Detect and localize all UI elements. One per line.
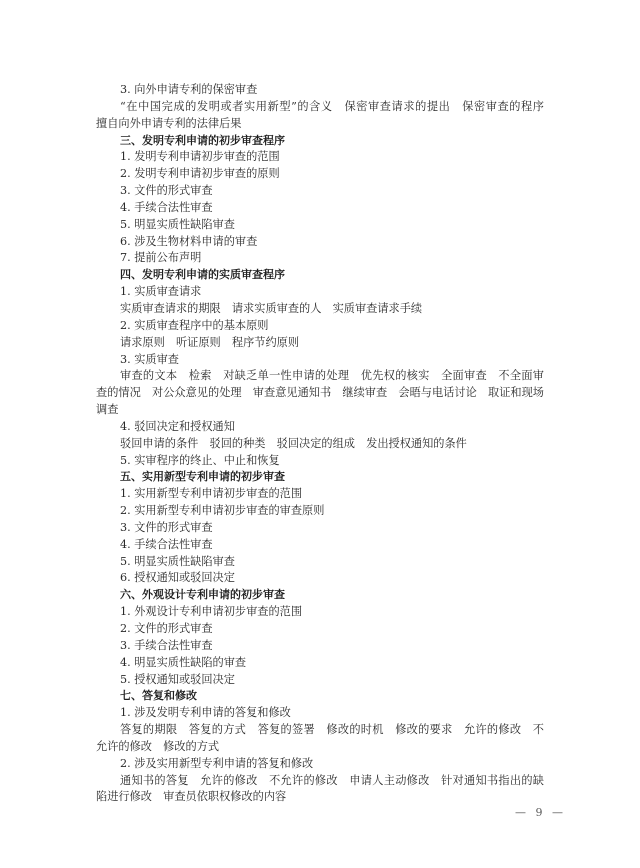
list-item: 2. 实质审查程序中的基本原则 — [120, 318, 269, 332]
list-item: 7. 提前公布声明 — [120, 251, 202, 265]
list-item: 5. 授权通知或驳回决定 — [120, 672, 235, 686]
paragraph: 审查的文本 检索 对缺乏单一性申请的处理 优先权的核实 全面审查 不全面审查的情况 对公众意见的处理 审查意见通知书 继续审查 会晤与电话讨论 取证和现场调查 — [96, 369, 544, 417]
paragraph: 答复的期限 答复的方式 答复的签署 修改的时机 修改的要求 允许的修改 不允许的修改 修改的方式 — [96, 723, 544, 753]
list-item: 1. 涉及发明专利申请的答复和修改 — [120, 706, 291, 720]
list-item: 3. 文件的形式审查 — [120, 520, 213, 534]
list-item: 3. 文件的形式审查 — [120, 184, 213, 198]
list-item: 2. 发明专利申请初步审查的原则 — [120, 167, 280, 181]
list-item: 4. 手续合法性审查 — [120, 200, 213, 214]
paragraph: 请求原则 听证原则 程序节约原则 — [120, 335, 300, 349]
list-item: 4. 手续合法性审查 — [120, 537, 213, 551]
list-item: 2. 实用新型专利申请初步审查的审查原则 — [120, 504, 325, 518]
list-item: 1. 实用新型专利申请初步审查的范围 — [120, 487, 303, 501]
section-heading: 六、外观设计专利申请的初步审查 — [120, 588, 285, 602]
list-item: 1. 实质审查请求 — [120, 285, 202, 299]
list-item: 6. 涉及生物材料申请的审查 — [120, 234, 258, 248]
paragraph: “在中国完成的发明或者实用新型”的含义 保密审查请求的提出 保密审查的程序 擅自向外申请专利的法律后果 — [96, 99, 556, 130]
section-heading: 三、发明专利申请的初步审查程序 — [120, 133, 285, 147]
list-item: 2. 文件的形式审查 — [120, 622, 213, 635]
list-item: 5. 明显实质性缺陷审查 — [120, 554, 235, 568]
list-item: 2. 涉及实用新型专利申请的答复和修改 — [120, 756, 314, 770]
list-item: 3. 向外申请专利的保密审查 — [120, 83, 258, 96]
list-item: 1. 发明专利申请初步审查的范围 — [120, 150, 280, 164]
list-item: 4. 驳回决定和授权通知 — [120, 419, 235, 433]
section-heading: 四、发明专利申请的实质审查程序 — [120, 268, 285, 282]
list-item: 5. 实审程序的终止、中止和恢复 — [120, 453, 280, 467]
section-heading: 七、答复和修改 — [120, 689, 197, 703]
list-item: 3. 实质审查 — [120, 352, 179, 366]
document-body — [96, 82, 556, 806]
list-item: 5. 明显实质性缺陷审查 — [120, 217, 235, 231]
paragraph: 驳回申请的条件 驳回的种类 驳回决定的组成 发出授权通知的条件 — [120, 436, 467, 450]
section-heading: 五、实用新型专利申请的初步审查 — [120, 470, 285, 484]
list-item: 6. 授权通知或驳回决定 — [120, 571, 235, 585]
list-item: 3. 手续合法性审查 — [120, 638, 213, 652]
paragraph: 通知书的答复 允许的修改 不允许的修改 申请人主动修改 针对通知书指出的缺陷进行修改 审查员依职权修改的内容 — [96, 773, 544, 804]
paragraph: 实质审查请求的期限 请求实质审查的人 实质审查请求手续 — [120, 301, 423, 315]
list-item: 1. 外观设计专利申请初步审查的范围 — [120, 605, 303, 619]
list-item: 4. 明显实质性缺陷的审查 — [120, 655, 247, 669]
page-number: — 9 — — [515, 806, 566, 819]
